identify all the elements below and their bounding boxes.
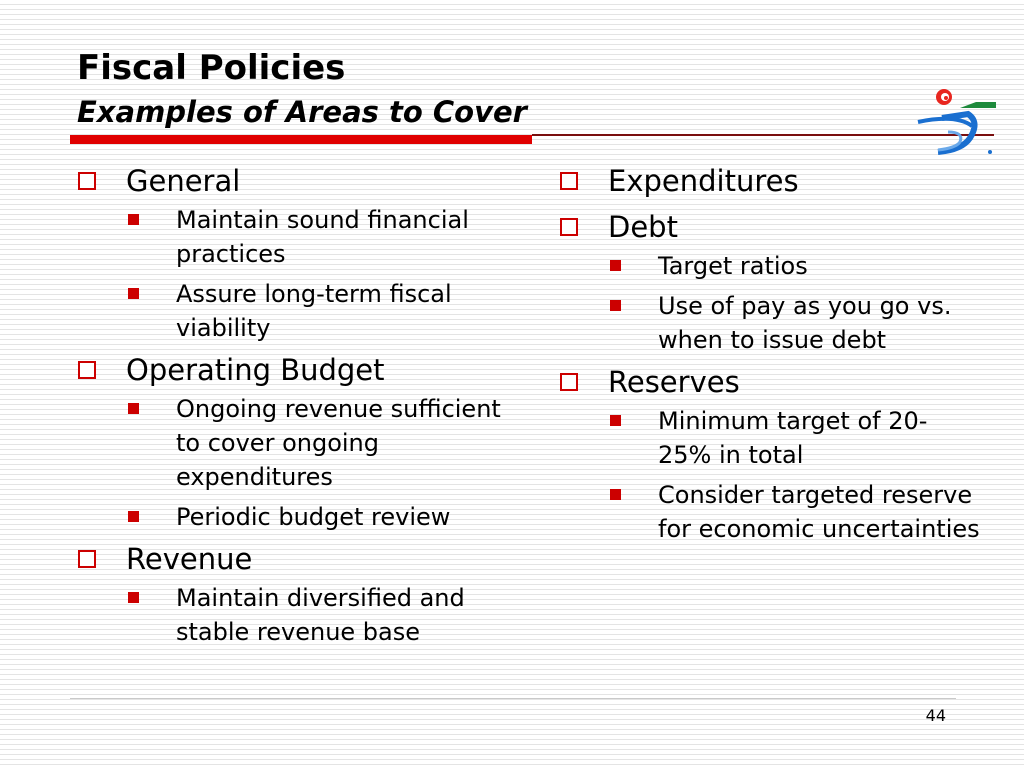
heading-general: General: [126, 164, 241, 198]
filled-square-bullet-icon: [128, 592, 139, 603]
filled-square-bullet-icon: [128, 511, 139, 522]
right-column: [560, 160, 980, 550]
bullet-text: Minimum target of 20-25% in total: [658, 407, 928, 469]
filled-square-bullet-icon: [610, 415, 621, 426]
slide-title: Fiscal Policies: [77, 48, 346, 88]
filled-square-bullet-icon: [128, 403, 139, 414]
heading-expenditures: Expenditures: [608, 164, 799, 198]
slide-subtitle: Examples of Areas to Cover: [77, 95, 527, 129]
bullet-text: Periodic budget review: [176, 503, 451, 531]
list-item: [78, 349, 528, 534]
list-item: [560, 160, 980, 202]
bullet-text: Maintain diversified and stable revenue base: [176, 584, 465, 646]
footer-divider: [70, 698, 956, 699]
title-underline-thick: [70, 135, 532, 144]
filled-square-bullet-icon: [128, 288, 139, 299]
heading-revenue: Revenue: [126, 542, 253, 576]
bullet-text: Maintain sound financial practices: [176, 206, 469, 268]
heading-operating-budget: Operating Budget: [126, 353, 385, 387]
hollow-square-bullet-icon: [560, 218, 578, 236]
bullet-text: Target ratios: [658, 252, 808, 280]
filled-square-bullet-icon: [610, 489, 621, 500]
swirl-logo-icon: [916, 86, 1000, 156]
left-column: [78, 160, 528, 653]
filled-square-bullet-icon: [610, 260, 621, 271]
heading-debt: Debt: [608, 210, 678, 244]
heading-reserves: Reserves: [608, 365, 740, 399]
page-number: 44: [925, 706, 946, 725]
list-item: [78, 160, 528, 345]
list-item: [560, 361, 980, 546]
bullet-text: Assure long-term fiscal viability: [176, 280, 452, 342]
filled-square-bullet-icon: [610, 300, 621, 311]
list-item: [560, 206, 980, 357]
hollow-square-bullet-icon: [560, 172, 578, 190]
hollow-square-bullet-icon: [78, 361, 96, 379]
bullet-text: Use of pay as you go vs. when to issue debt: [658, 292, 952, 354]
hollow-square-bullet-icon: [560, 373, 578, 391]
bullet-text: Consider targeted reserve for economic uncertainties: [658, 481, 980, 543]
hollow-square-bullet-icon: [78, 550, 96, 568]
hollow-square-bullet-icon: [78, 172, 96, 190]
list-item: [78, 538, 528, 649]
filled-square-bullet-icon: [128, 214, 139, 225]
bullet-text: Ongoing revenue sufficient to cover ongoing expenditures: [176, 395, 501, 491]
